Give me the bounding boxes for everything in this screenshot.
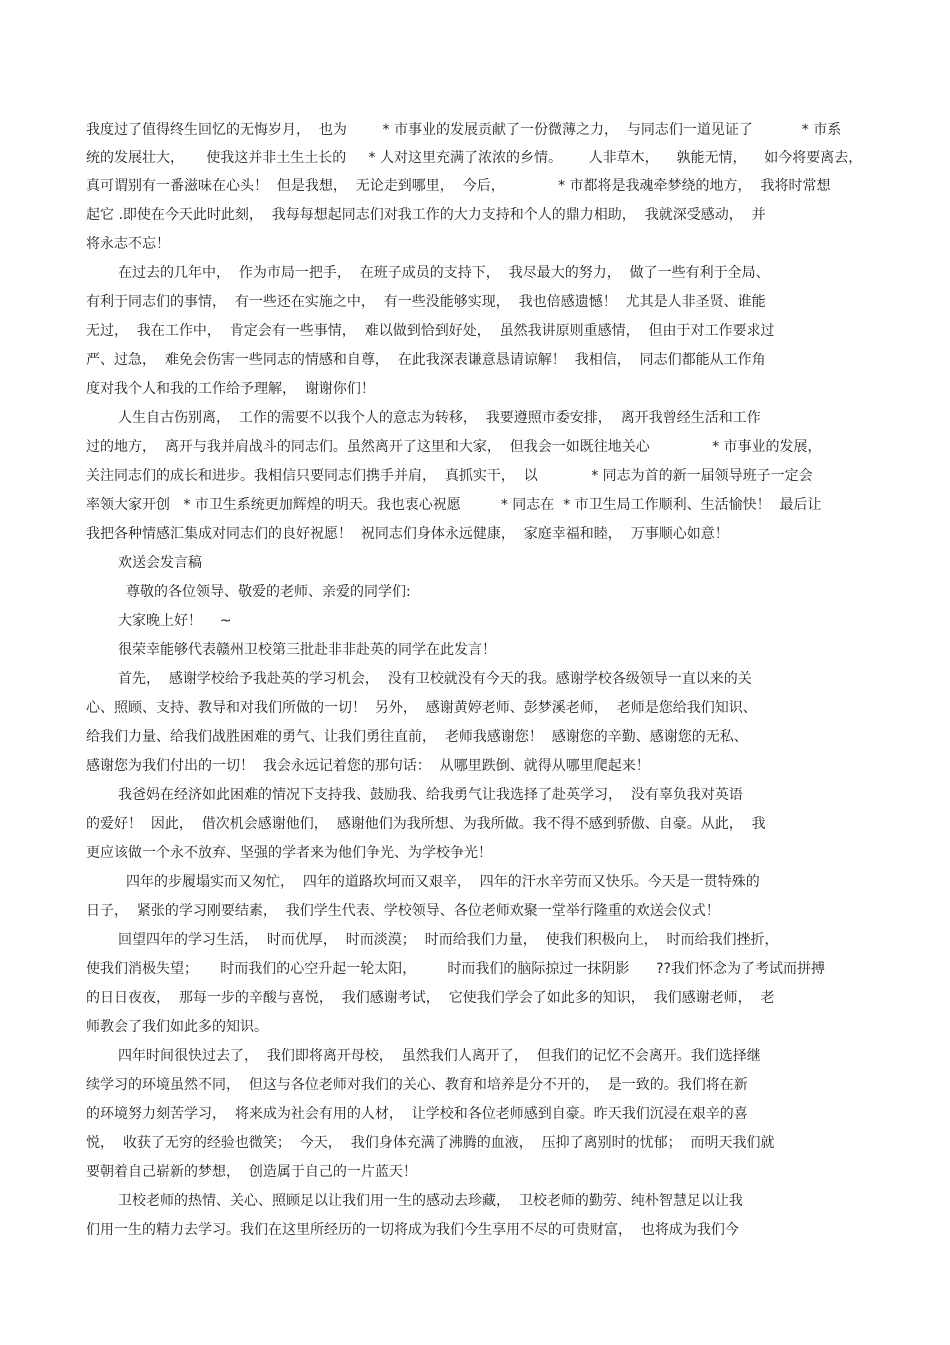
text-line: 感谢您为我们付出的一切！ 我会永远记着您的那句话： 从哪里跌倒、就得从哪里爬起来！ [86, 758, 650, 774]
text-line: 关注同志们的成长和进步。我相信只要同志们携手并肩， 真抓实干， 以 * 同志为首的新一届领导班子一定会 [86, 468, 813, 484]
text-line: 使我们消极失望； 时而我们的心空升起一轮太阳， 时而我们的脑际掠过一抹阴影 ??我们怀念为了考试而拼搏 [86, 961, 825, 977]
text-line: 严、过急， 难免会伤害一些同志的情感和自尊， 在此我深表谦意恳请谅解！ 我相信， 同志们都能从工作角 [86, 352, 766, 368]
text-line: 回望四年的学习生活， 时而优厚， 时而淡漠； 时而给我们力量， 使我们积极向上， 时而给我们挫折， [118, 932, 779, 948]
text-line: 给我们力量、给我们战胜困难的勇气、让我们勇往直前， 老师我感谢您！ 感谢您的辛勤、感谢您的无私、 [86, 729, 748, 745]
text-line: 我爸妈在经济如此困难的情况下支持我、鼓励我、给我勇气让我选择了赴英学习， 没有辜负我对英语 [118, 787, 743, 803]
text-line: 人生自古伤别离， 工作的需要不以我个人的意志为转移， 我要遵照市委安排， 离开我曾经生活和工作 [118, 410, 761, 426]
text-line: 更应该做一个永不放弃、坚强的学者来为他们争光、为学校争光！ [86, 845, 492, 861]
text-line: 的环境努力刻苦学习， 将来成为社会有用的人材， 让学校和各位老师感到自豪。昨天我们沉浸在艰辛的喜 [86, 1106, 748, 1122]
text-line: 首先， 感谢学校给予我赴英的学习机会， 没有卫校就没有今天的我。感谢学校各级领导一直以来的关 [118, 671, 752, 687]
text-line: 很荣幸能够代表赣州卫校第三批赴非非赴英的同学在此发言！ [118, 642, 496, 658]
text-line: 无过， 我在工作中， 肯定会有一些事情， 难以做到恰到好处， 虽然我讲原则重感情， 但由于对工作要求过 [86, 323, 775, 339]
text-line: 在过去的几年中， 作为市局一把手， 在班子成员的支持下， 我尽最大的努力， 做了一些有利于全局、 [118, 265, 770, 281]
text-line: 日子， 紧张的学习刚要结素， 我们学生代表、学校领导、各位老师欢聚一堂举行隆重的欢送会仪式！ [86, 903, 720, 919]
text-line: 师教会了我们如此多的知识。 [86, 1019, 268, 1035]
text-line: 将永志不忘！ [86, 236, 170, 252]
text-line: 悦， 收获了无穷的经验也微笑； 今天， 我们身体充满了沸腾的血液， 压抑了离别时的忧郁； 而明天我们就 [86, 1135, 775, 1151]
text-line: 续学习的环境虽然不同， 但这与各位老师对我们的关心、教育和培养是分不开的， 是一致的。我们将在新 [86, 1077, 748, 1093]
text-line: 有利于同志们的事情， 有一些还在实施之中， 有一些没能够实现， 我也倍感遗憾！ 尤其是人非圣贤、谁能 [86, 294, 766, 310]
text-line: 真可谓别有一番滋味在心头！ 但是我想， 无论走到哪里， 今后， * 市都将是我魂牵梦绕的地方， 我将时常想 [86, 178, 831, 194]
text-line: 起它 .即使在今天此时此刻， 我每每想起同志们对我工作的大力支持和个人的鼎力相助， 我就深受感动， 并 [86, 207, 766, 223]
text-line: 过的地方， 离开与我并肩战斗的同志们。虽然离开了这里和大家， 但我会一如既往地关心 * 市事业的发展， [86, 439, 822, 455]
text-line: 四年的步履塌实而又匆忙， 四年的道路坎坷而又艰辛， 四年的汗水辛劳而又快乐。今天是一贯特殊的 [126, 874, 760, 890]
text-line: 率领大家开创 * 市卫生系统更加辉煌的明天。我也衷心祝愿 * 同志在 * 市卫生局工作顺利、生活愉快！ 最后让 [86, 497, 822, 513]
greeting: 大家晚上好！ ~ [118, 613, 232, 629]
text-line: 要朝着自己崭新的梦想， 创造属于自己的一片蓝天！ [86, 1164, 417, 1180]
text-line: 我把各种情感汇集成对同志们的良好祝愿！ 祝同志们身体永远健康， 家庭幸福和睦， 万事顺心如意！ [86, 526, 729, 542]
text-line: 的日日夜夜， 那每一步的辛酸与喜悦， 我们感谢考试， 它使我们学会了如此多的知识， 我们感谢老师， 老 [86, 990, 775, 1006]
text-line: 我度过了值得终生回忆的无悔岁月， 也为 * 市事业的发展贡献了一份微薄之力， 与同志们一道见证了 * 市系 [86, 122, 842, 138]
text-line: 心、照顾、支持、教导和对我们所做的一切！ 另外， 感谢黄婷老师、彭梦溪老师， 老师是您给我们知识、 [86, 700, 757, 716]
speech-title: 欢送会发言稿 [118, 555, 202, 571]
text-line: 统的发展壮大， 使我这并非土生土长的 * 人对这里充满了浓浓的乡情。 人非草木， 孰能无情， 如今将要离去， [86, 150, 863, 166]
salutation: 尊敬的各位领导、敬爱的老师、亲爱的同学们: [126, 584, 411, 600]
text-line: 们用一生的精力去学习。我们在这里所经历的一切将成为我们今生享用不尽的可贵财富， 也将成为我们今 [86, 1222, 739, 1238]
text-line: 卫校老师的热情、关心、照顾足以让我们用一生的感动去珍藏， 卫校老师的勤劳、纯朴智慧足以让我 [118, 1193, 743, 1209]
text-line: 四年时间很快过去了， 我们即将离开母校， 虽然我们人离开了， 但我们的记忆不会离开。我们选择继 [118, 1048, 761, 1064]
text-line: 度对我个人和我的工作给予理解， 谢谢你们！ [86, 381, 375, 397]
text-line: 的爱好！ 因此， 借次机会感谢他们， 感谢他们为我所想、为我所做。我不得不感到骄傲、自豪。从此， 我 [86, 816, 766, 832]
